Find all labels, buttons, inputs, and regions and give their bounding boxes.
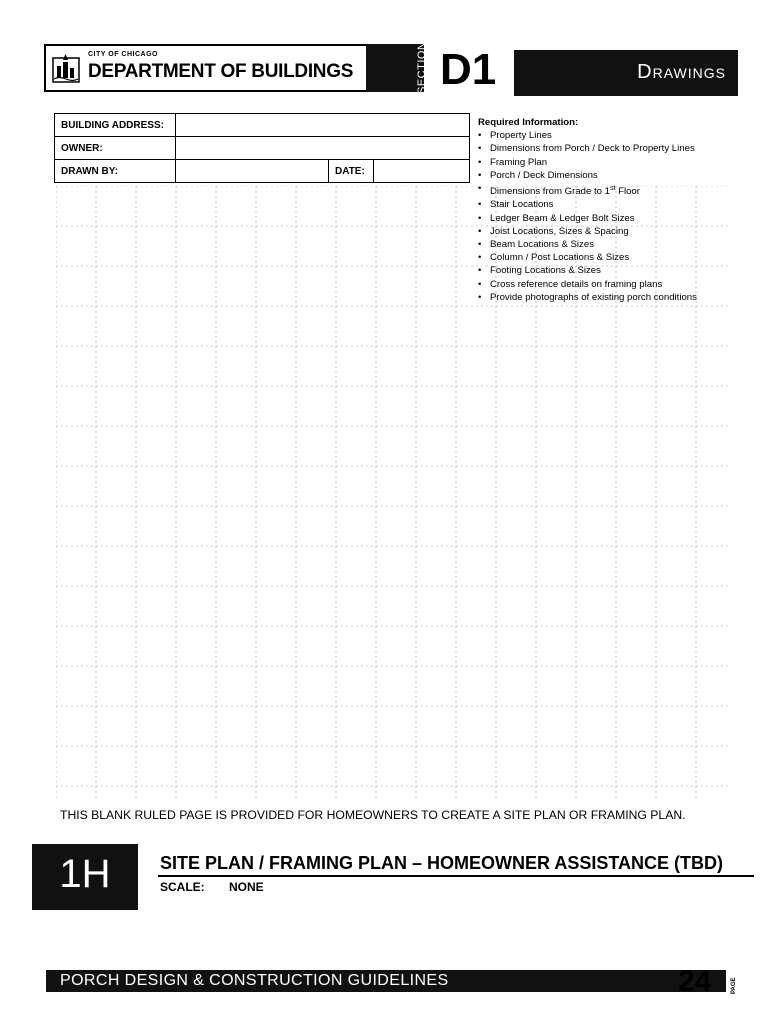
section-title-bar bbox=[514, 50, 738, 96]
section-label: SECTION bbox=[416, 41, 428, 94]
list-item: • Dimensions from Grade to 1st Floor bbox=[478, 182, 758, 198]
department-name: DEPARTMENT OF BUILDINGS bbox=[88, 61, 354, 82]
building-address-field[interactable] bbox=[176, 114, 470, 137]
drawing-id: 1H bbox=[59, 852, 111, 896]
required-information-title: Required Information: bbox=[478, 117, 579, 128]
city-seal-icon bbox=[52, 52, 80, 84]
page-word-label: PAGE bbox=[731, 977, 737, 994]
drawing-grid[interactable] bbox=[56, 186, 728, 798]
drawn-by-label: DRAWN BY: bbox=[55, 160, 176, 183]
drawing-title-rule bbox=[158, 875, 754, 877]
owner-label: OWNER: bbox=[55, 137, 176, 160]
list-item: • Ledger Beam & Ledger Bolt Sizes bbox=[478, 212, 758, 225]
drawing-title: SITE PLAN / FRAMING PLAN – HOMEOWNER ASSISTANCE (TBD) bbox=[160, 853, 724, 873]
department-logo-box bbox=[44, 44, 368, 92]
list-item: • Stair Locations bbox=[478, 198, 758, 211]
scale-value: NONE bbox=[229, 880, 264, 894]
list-item: • Column / Post Locations & Sizes bbox=[478, 251, 758, 264]
list-item: • Provide photographs of existing porch conditions bbox=[478, 291, 758, 304]
drawing-info-form bbox=[54, 113, 470, 183]
building-address-label: BUILDING ADDRESS: bbox=[55, 114, 176, 137]
list-item: • Cross reference details on framing plans bbox=[478, 278, 758, 291]
list-item: • Property Lines bbox=[478, 129, 758, 142]
list-item: • Dimensions from Porch / Deck to Property Lines bbox=[478, 142, 758, 155]
drawn-by-field[interactable] bbox=[176, 160, 329, 183]
date-label: DATE: bbox=[329, 160, 374, 183]
list-item: • Framing Plan bbox=[478, 156, 758, 169]
list-item: • Beam Locations & Sizes bbox=[478, 238, 758, 251]
section-title: Drawings bbox=[637, 61, 726, 83]
scale-label: SCALE: bbox=[160, 880, 205, 894]
owner-field[interactable] bbox=[176, 137, 470, 160]
footer-bar bbox=[46, 970, 726, 992]
instruction-text: THIS BLANK RULED PAGE IS PROVIDED FOR HOMEOWNERS TO CREATE A SITE PLAN OR FRAMING PLAN. bbox=[60, 808, 686, 822]
city-name: CITY OF CHICAGO bbox=[88, 51, 158, 58]
date-field[interactable] bbox=[374, 160, 470, 183]
section-code: D1 bbox=[440, 45, 497, 94]
guide-title: PORCH DESIGN & CONSTRUCTION GUIDELINES bbox=[60, 972, 449, 989]
list-item: • Porch / Deck Dimensions bbox=[478, 169, 758, 182]
page-number: 24 bbox=[678, 965, 712, 998]
list-item: • Footing Locations & Sizes bbox=[478, 264, 758, 277]
drawing-id-box bbox=[32, 844, 138, 910]
list-item: • Joist Locations, Sizes & Spacing bbox=[478, 225, 758, 238]
